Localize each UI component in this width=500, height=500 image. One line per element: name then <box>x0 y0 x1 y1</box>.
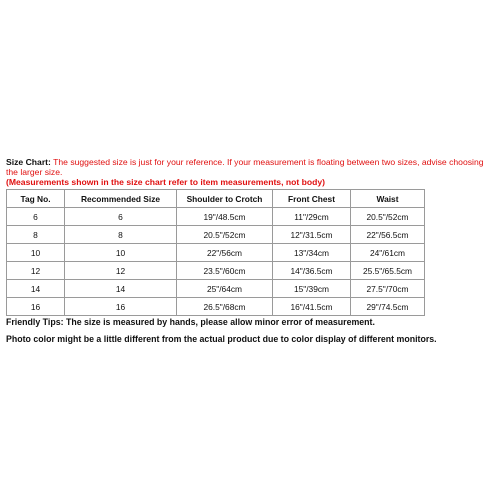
cell-recommended-size: 8 <box>65 226 177 244</box>
cell-waist: 25.5"/65.5cm <box>351 262 425 280</box>
table-row <box>7 262 425 280</box>
cell-tag-no: 12 <box>7 262 65 280</box>
cell-waist: 27.5"/70cm <box>351 280 425 298</box>
photo-color-note: Photo color might be a little different from the actual product due to color display of different monitors. <box>6 334 437 344</box>
cell-tag-no: 8 <box>7 226 65 244</box>
cell-recommended-size: 14 <box>65 280 177 298</box>
cell-front-chest: 13"/34cm <box>273 244 351 262</box>
cell-shoulder-to-crotch: 26.5"/68cm <box>177 298 273 316</box>
table-header-row <box>7 190 425 208</box>
cell-tag-no: 6 <box>7 208 65 226</box>
cell-recommended-size: 12 <box>65 262 177 280</box>
cell-waist: 22"/56.5cm <box>351 226 425 244</box>
cell-front-chest: 12"/31.5cm <box>273 226 351 244</box>
header-shoulder-to-crotch: Shoulder to Crotch <box>177 190 273 208</box>
cell-waist: 29"/74.5cm <box>351 298 425 316</box>
cell-shoulder-to-crotch: 25"/64cm <box>177 280 273 298</box>
table-row <box>7 298 425 316</box>
header-front-chest: Front Chest <box>273 190 351 208</box>
table-row <box>7 208 425 226</box>
cell-tag-no: 16 <box>7 298 65 316</box>
size-chart-table <box>6 189 425 316</box>
size-suggestion-note: The suggested size is just for your reference. If your measurement is floating between two sizes, advise choosing the larger size. <box>6 157 484 177</box>
header-tag-no: Tag No. <box>7 190 65 208</box>
cell-shoulder-to-crotch: 23.5"/60cm <box>177 262 273 280</box>
cell-recommended-size: 16 <box>65 298 177 316</box>
cell-tag-no: 10 <box>7 244 65 262</box>
size-chart-intro <box>6 157 494 187</box>
header-recommended-size: Recommended Size <box>65 190 177 208</box>
measurements-note: (Measurements shown in the size chart refer to item measurements, not body) <box>6 177 325 187</box>
cell-shoulder-to-crotch: 20.5"/52cm <box>177 226 273 244</box>
size-chart-label: Size Chart: <box>6 157 51 167</box>
header-waist: Waist <box>351 190 425 208</box>
cell-recommended-size: 6 <box>65 208 177 226</box>
table-row <box>7 244 425 262</box>
table-row <box>7 280 425 298</box>
cell-shoulder-to-crotch: 19"/48.5cm <box>177 208 273 226</box>
cell-front-chest: 14"/36.5cm <box>273 262 351 280</box>
friendly-tips: Friendly Tips: The size is measured by hands, please allow minor error of measurement. <box>6 317 375 327</box>
table-row <box>7 226 425 244</box>
cell-front-chest: 11"/29cm <box>273 208 351 226</box>
cell-waist: 20.5"/52cm <box>351 208 425 226</box>
cell-tag-no: 14 <box>7 280 65 298</box>
cell-front-chest: 15"/39cm <box>273 280 351 298</box>
cell-recommended-size: 10 <box>65 244 177 262</box>
cell-shoulder-to-crotch: 22"/56cm <box>177 244 273 262</box>
cell-front-chest: 16"/41.5cm <box>273 298 351 316</box>
cell-waist: 24"/61cm <box>351 244 425 262</box>
